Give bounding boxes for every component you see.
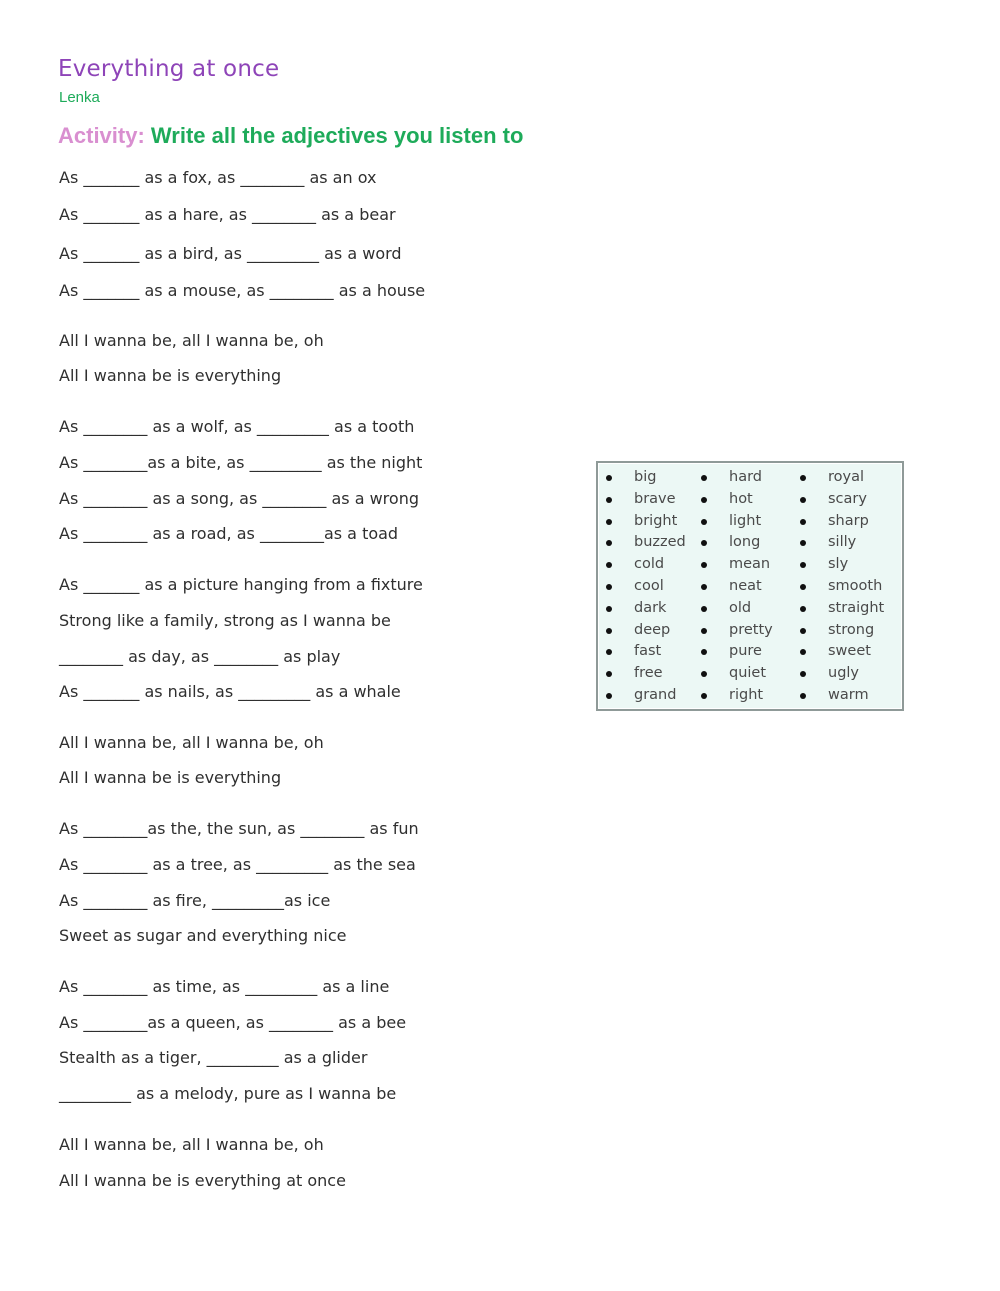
- bullet-icon: [800, 671, 806, 677]
- bullet-icon: [606, 497, 612, 503]
- bullet-icon: [606, 475, 612, 481]
- bullet-icon: [606, 606, 612, 612]
- word-bank: big brave bright buzzed cold cool dark deep fast free grand hard hot light long mean neat old pretty pure quiet right royal scary sharp silly sly smooth straight strong sweet ugly warm: [596, 461, 904, 711]
- bullet-icon: [701, 497, 707, 503]
- lyric-line: As _______ as a bird, as _________ as a word: [59, 244, 402, 263]
- lyric-line: ________ as day, as ________ as play: [59, 647, 341, 666]
- lyric-line: Sweet as sugar and everything nice: [59, 926, 347, 945]
- bullet-icon: [800, 649, 806, 655]
- activity-label: Activity:: [58, 123, 145, 148]
- lyric-line: All I wanna be, all I wanna be, oh: [59, 331, 324, 350]
- bullet-icon: [701, 606, 707, 612]
- bullet-icon: [606, 628, 612, 634]
- bullet-icon: [800, 562, 806, 568]
- lyric-line: Strong like a family, strong as I wanna be: [59, 611, 391, 630]
- lyric-line: All I wanna be is everything: [59, 768, 282, 787]
- bullet-icon: [701, 519, 707, 525]
- bullet-icon: [701, 540, 707, 546]
- bullet-icon: [701, 671, 707, 677]
- bullet-icon: [800, 475, 806, 481]
- bullet-icon: [800, 584, 806, 590]
- bullet-icon: [606, 671, 612, 677]
- lyric-line: As ________as the, the sun, as ________ as fun: [59, 819, 419, 838]
- lyric-line: As ________ as time, as _________ as a line: [59, 977, 390, 996]
- lyric-line: As _______ as a mouse, as ________ as a house: [59, 281, 426, 300]
- bullet-icon: [606, 562, 612, 568]
- bullet-icon: [800, 693, 806, 699]
- lyric-line: As ________ as a song, as ________ as a wrong: [59, 489, 419, 508]
- lyric-line: All I wanna be, all I wanna be, oh: [59, 1135, 324, 1154]
- bullet-icon: [800, 606, 806, 612]
- lyric-line: As ________ as a wolf, as _________ as a tooth: [59, 417, 415, 436]
- lyric-line: As _______ as nails, as _________ as a whale: [59, 682, 401, 701]
- bullet-icon: [701, 475, 707, 481]
- lyric-line: As ________as a queen, as ________ as a bee: [59, 1013, 407, 1032]
- bullet-icon: [701, 562, 707, 568]
- bullet-icon: [701, 628, 707, 634]
- artist-name: Lenka: [59, 89, 100, 106]
- lyric-line: As _______ as a hare, as ________ as a bear: [59, 205, 396, 224]
- bullet-icon: [606, 649, 612, 655]
- bullet-icon: [800, 540, 806, 546]
- lyric-line: All I wanna be is everything at once: [59, 1171, 346, 1190]
- lyric-line: Stealth as a tiger, _________ as a glider: [59, 1048, 368, 1067]
- bullet-icon: [800, 628, 806, 634]
- bullet-icon: [701, 693, 707, 699]
- lyric-line: As ________ as fire, _________as ice: [59, 891, 331, 910]
- lyric-line: As _______ as a fox, as ________ as an ox: [59, 168, 377, 187]
- bullet-icon: [701, 584, 707, 590]
- lyric-line: All I wanna be, all I wanna be, oh: [59, 733, 324, 752]
- lyric-line: As ________ as a tree, as _________ as the sea: [59, 855, 416, 874]
- bullet-icon: [606, 693, 612, 699]
- lyric-line: All I wanna be is everything: [59, 366, 282, 385]
- activity-text: Write all the adjectives you listen to: [150, 123, 524, 148]
- lyric-line: As ________as a bite, as _________ as the night: [59, 453, 423, 472]
- bullet-icon: [800, 497, 806, 503]
- lyric-line: _________ as a melody, pure as I wanna be: [59, 1084, 397, 1103]
- song-title: Everything at once: [58, 56, 280, 82]
- lyric-line: As _______ as a picture hanging from a fixture: [59, 575, 423, 594]
- bullet-icon: [800, 519, 806, 525]
- bullet-icon: [701, 649, 707, 655]
- bullet-icon: [606, 519, 612, 525]
- activity-instruction: [58, 123, 523, 149]
- lyric-line: As ________ as a road, as ________as a toad: [59, 524, 399, 543]
- bullet-icon: [606, 540, 612, 546]
- bullet-icon: [606, 584, 612, 590]
